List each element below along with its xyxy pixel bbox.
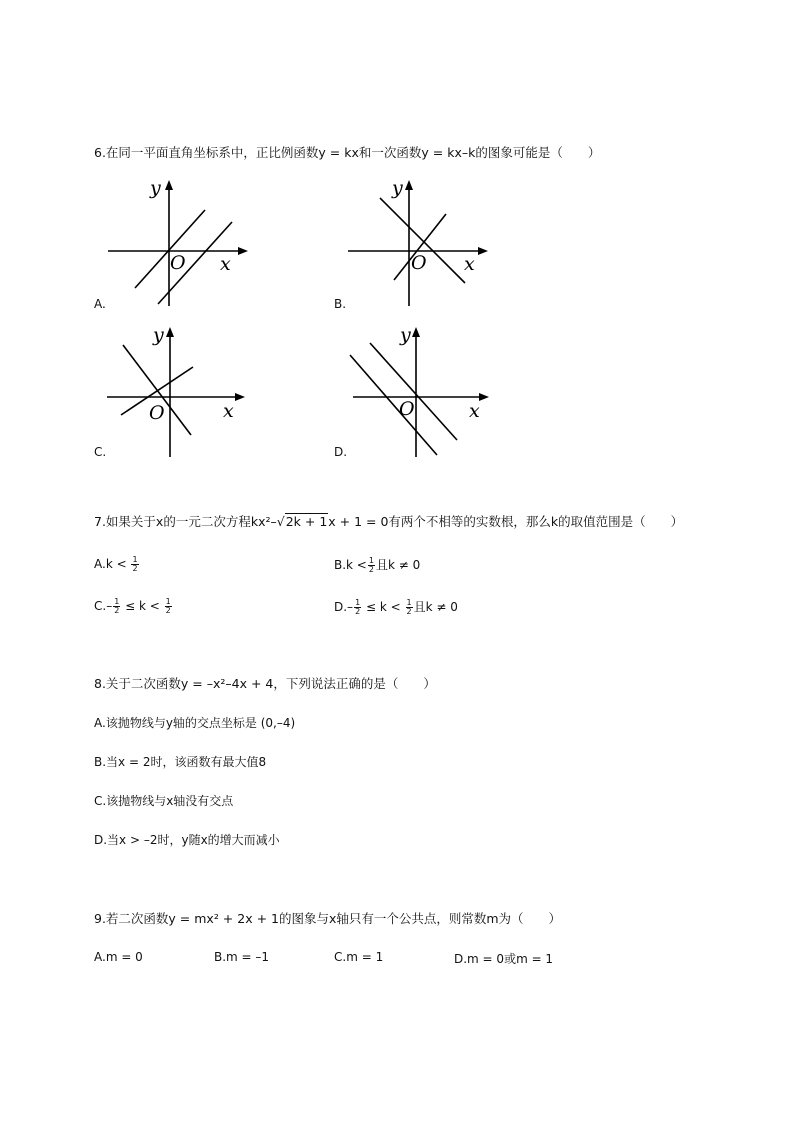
x-axis-label: x <box>469 400 480 422</box>
option-b-label: B. <box>334 297 347 311</box>
y-axis-label: y <box>150 177 161 199</box>
x-axis-arrow <box>478 247 488 255</box>
fraction-half: $\frac{1}{2}$ <box>368 556 374 574</box>
fraction-half: $\frac{1}{2}$ <box>406 598 412 616</box>
line-y-kx <box>135 210 205 288</box>
stem-part-2: x + 1 = 0有两个不相等的实数根，那么k的取值范围是（ ） <box>328 514 684 529</box>
graph-b <box>340 178 490 308</box>
x-axis-arrow <box>479 393 489 401</box>
q9-option-a: A.m = 0 <box>94 950 143 964</box>
question-9-stem: 9.若二次函数y = mx² + 2x + 1的图象与x轴只有一个公共点，则常数m为（ ） <box>94 911 562 926</box>
origin-label: O <box>411 252 427 274</box>
option-a-label: A. <box>94 297 106 311</box>
q8-option-d: D.当x > –2时，y随x的增大而减小 <box>94 833 280 847</box>
x-axis-label: x <box>464 253 475 275</box>
question-6-stem: 6.在同一平面直角坐标系中，正比例函数y = kx和一次函数y = kx–k的图象可能是（ ） <box>94 145 601 160</box>
x-axis-arrow <box>238 247 248 255</box>
stem-part-1: 7.如果关于x的一元二次方程kx²– <box>94 514 277 529</box>
fraction-half: $\frac{1}{2}$ <box>165 597 171 615</box>
q8-option-a: A.该抛物线与y轴的交点坐标是 (0,–4) <box>94 716 296 730</box>
y-axis-arrow <box>166 327 174 337</box>
x-axis-label: x <box>220 253 231 275</box>
option-c-label: C. <box>94 445 107 459</box>
origin-label: O <box>399 398 415 420</box>
fraction-half: $\frac{1}{2}$ <box>355 598 361 616</box>
y-axis-arrow <box>165 180 173 190</box>
q7-option-c: C.– $\frac{1}{2}$ ≤ k < $\frac{1}{2}$ <box>94 597 171 615</box>
q7-option-a: A.k < $\frac{1}{2}$ <box>94 555 138 573</box>
origin-label: O <box>170 252 186 274</box>
origin-label: O <box>149 402 165 424</box>
fraction-half: $\frac{1}{2}$ <box>132 555 138 573</box>
q8-option-c: C.该抛物线与x轴没有交点 <box>94 794 234 808</box>
x-axis-arrow <box>235 393 245 401</box>
y-axis-label: y <box>400 324 411 346</box>
y-axis-label: y <box>153 324 164 346</box>
graph-c <box>103 325 253 457</box>
q9-option-d: D.m = 0或m = 1 <box>454 952 554 966</box>
fraction-half: $\frac{1}{2}$ <box>114 597 120 615</box>
y-axis-label: y <box>392 177 403 199</box>
graph-d <box>345 325 495 457</box>
q9-option-c: C.m = 1 <box>334 950 384 964</box>
line-y-kx <box>370 343 457 440</box>
sqrt-sign: √ <box>276 514 285 529</box>
question-7-stem <box>94 512 683 530</box>
q7-option-d: D.– $\frac{1}{2}$ ≤ k < $\frac{1}{2}$ 且k ≠ 0 <box>334 598 458 616</box>
q9-option-b: B.m = –1 <box>214 950 270 964</box>
x-axis-label: x <box>223 400 234 422</box>
option-d-label: D. <box>334 445 348 459</box>
question-8-stem: 8.关于二次函数y = –x²–4x + 4，下列说法正确的是（ ） <box>94 676 436 691</box>
y-axis-arrow <box>405 180 413 190</box>
y-axis-arrow <box>412 327 420 337</box>
graph-a <box>100 178 250 308</box>
q7-option-b: B.k < $\frac{1}{2}$ 且k ≠ 0 <box>334 556 421 574</box>
sqrt-radicand: 2k + 1 <box>285 514 328 529</box>
q8-option-b: B.当x = 2时，该函数有最大值8 <box>94 755 267 769</box>
